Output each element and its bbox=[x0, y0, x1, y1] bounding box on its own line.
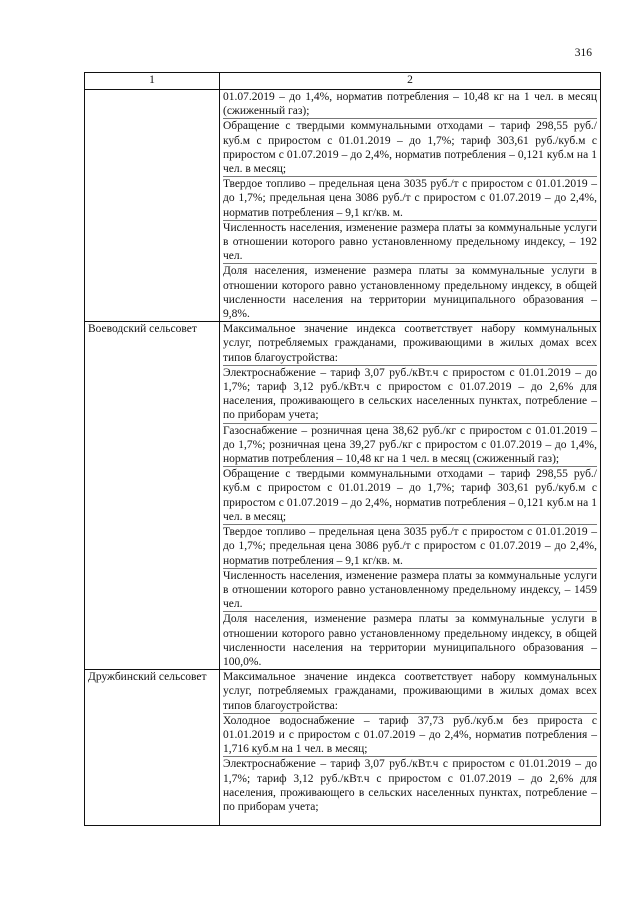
paragraph: Обращение с твердыми коммунальными отходами – тариф 298,55 руб./куб.м с приростом с 01.01.2019 – до 1,7%; тариф 303,61 руб./куб.м с приростом с 01.07.2019 – до 2,4%, норматив потребления – 0,121 куб.м на 1 чел. в месяц; bbox=[223, 120, 597, 176]
paragraph: Обращение с твердыми коммунальными отходами – тариф 298,55 руб./куб.м с приростом с 01.01.2019 – до 1,7%; тариф 303,61 руб./куб.м с приростом с 01.07.2019 – до 2,4%, норматив потребления – 0,121 куб.м на 1 чел. в месяц; bbox=[223, 468, 597, 523]
municipality-name bbox=[85, 90, 220, 322]
paragraph: Доля населения, изменение размера платы за коммунальные услуги в отношении которого равно установленному предельному индексу, в общей численности населения на территории муниципального образования – 9,8%. bbox=[223, 265, 597, 321]
municipality-name: Воеводский сельсовет bbox=[85, 322, 220, 670]
paragraph: Холодное водоснабжение – тариф 37,73 руб./куб.м без прироста с 01.01.2019 и с приростом с 01.07.2019 – до 2,4%, норматив потребления – 1,716 куб.м на 1 чел. в месяц; bbox=[223, 714, 597, 756]
paragraph: Максимальное значение индекса соответствует набору коммунальных услуг, потребляемых гражданами, проживающими в жилых домах всех типов благоустройства: bbox=[223, 323, 597, 364]
paragraph: Численность населения, изменение размера платы за коммунальные услуги в отношении которого равно установленному предельному индексу, – 1459 чел. bbox=[223, 569, 597, 611]
paragraph: Доля населения, изменение размера платы за коммунальные услуги в отношении которого равно установленному предельному индексу, в общей численности населения на территории муниципального образования – 100,0%. bbox=[223, 613, 597, 668]
tariff-description bbox=[220, 90, 601, 322]
paragraph: Максимальное значение индекса соответствует набору коммунальных услуг, потребляемых гражданами, проживающими в жилых домах всех типов благоустройства: bbox=[223, 671, 597, 712]
municipality-name: Дружбинский сельсовет bbox=[85, 670, 220, 826]
column-header-1: 1 bbox=[85, 73, 220, 90]
column-header-2: 2 bbox=[220, 73, 601, 90]
paragraph: Твердое топливо – предельная цена 3035 руб./т с приростом с 01.01.2019 – до 1,7%; предельная цена 3086 руб./т с приростом с 01.07.2019 – до 2,4%, норматив потребления – 9,1 кг/кв. м. bbox=[223, 526, 597, 567]
table-row bbox=[85, 670, 601, 826]
paragraph: Численность населения, изменение размера платы за коммунальные услуги в отношении которого равно установленному предельному индексу, – 192 чел. bbox=[223, 221, 597, 263]
tariff-description bbox=[220, 670, 601, 826]
tariff-description bbox=[220, 322, 601, 670]
table-header bbox=[85, 73, 601, 90]
paragraph: Электроснабжение – тариф 3,07 руб./кВт.ч с приростом с 01.01.2019 – до 1,7%; тариф 3,12 руб./кВт.ч с приростом с 01.07.2019 – до 2,6% для населения, проживающего в сельских населенных пунктах, потребление – по приборам учета; bbox=[223, 758, 597, 813]
table-row bbox=[85, 322, 601, 670]
paragraph: 01.07.2019 – до 1,4%, норматив потребления – 10,48 кг на 1 чел. в месяц (сжиженный газ); bbox=[223, 91, 597, 118]
tariff-table bbox=[84, 72, 601, 826]
table-row bbox=[85, 90, 601, 322]
paragraph: Электроснабжение – тариф 3,07 руб./кВт.ч с приростом с 01.01.2019 – до 1,7%; тариф 3,12 руб./кВт.ч с приростом с 01.07.2019 – до 2,6% для населения, проживающего в сельских населенных пунктах, потребление – по приборам учета; bbox=[223, 366, 597, 422]
paragraph: Газоснабжение – розничная цена 38,62 руб./кг с приростом с 01.01.2019 – до 1,7%; розничная цена 39,27 руб./кг с приростом с 01.07.2019 – до 1,4%, норматив потребления – 10,48 кг на 1 чел. в месяц (сжиженный газ); bbox=[223, 424, 597, 466]
page-number: 316 bbox=[574, 47, 592, 59]
paragraph: Твердое топливо – предельная цена 3035 руб./т с приростом с 01.01.2019 – до 1,7%; предельная цена 3086 руб./т с приростом с 01.07.2019 – до 2,4%, норматив потребления – 9,1 кг/кв. м. bbox=[223, 178, 597, 219]
